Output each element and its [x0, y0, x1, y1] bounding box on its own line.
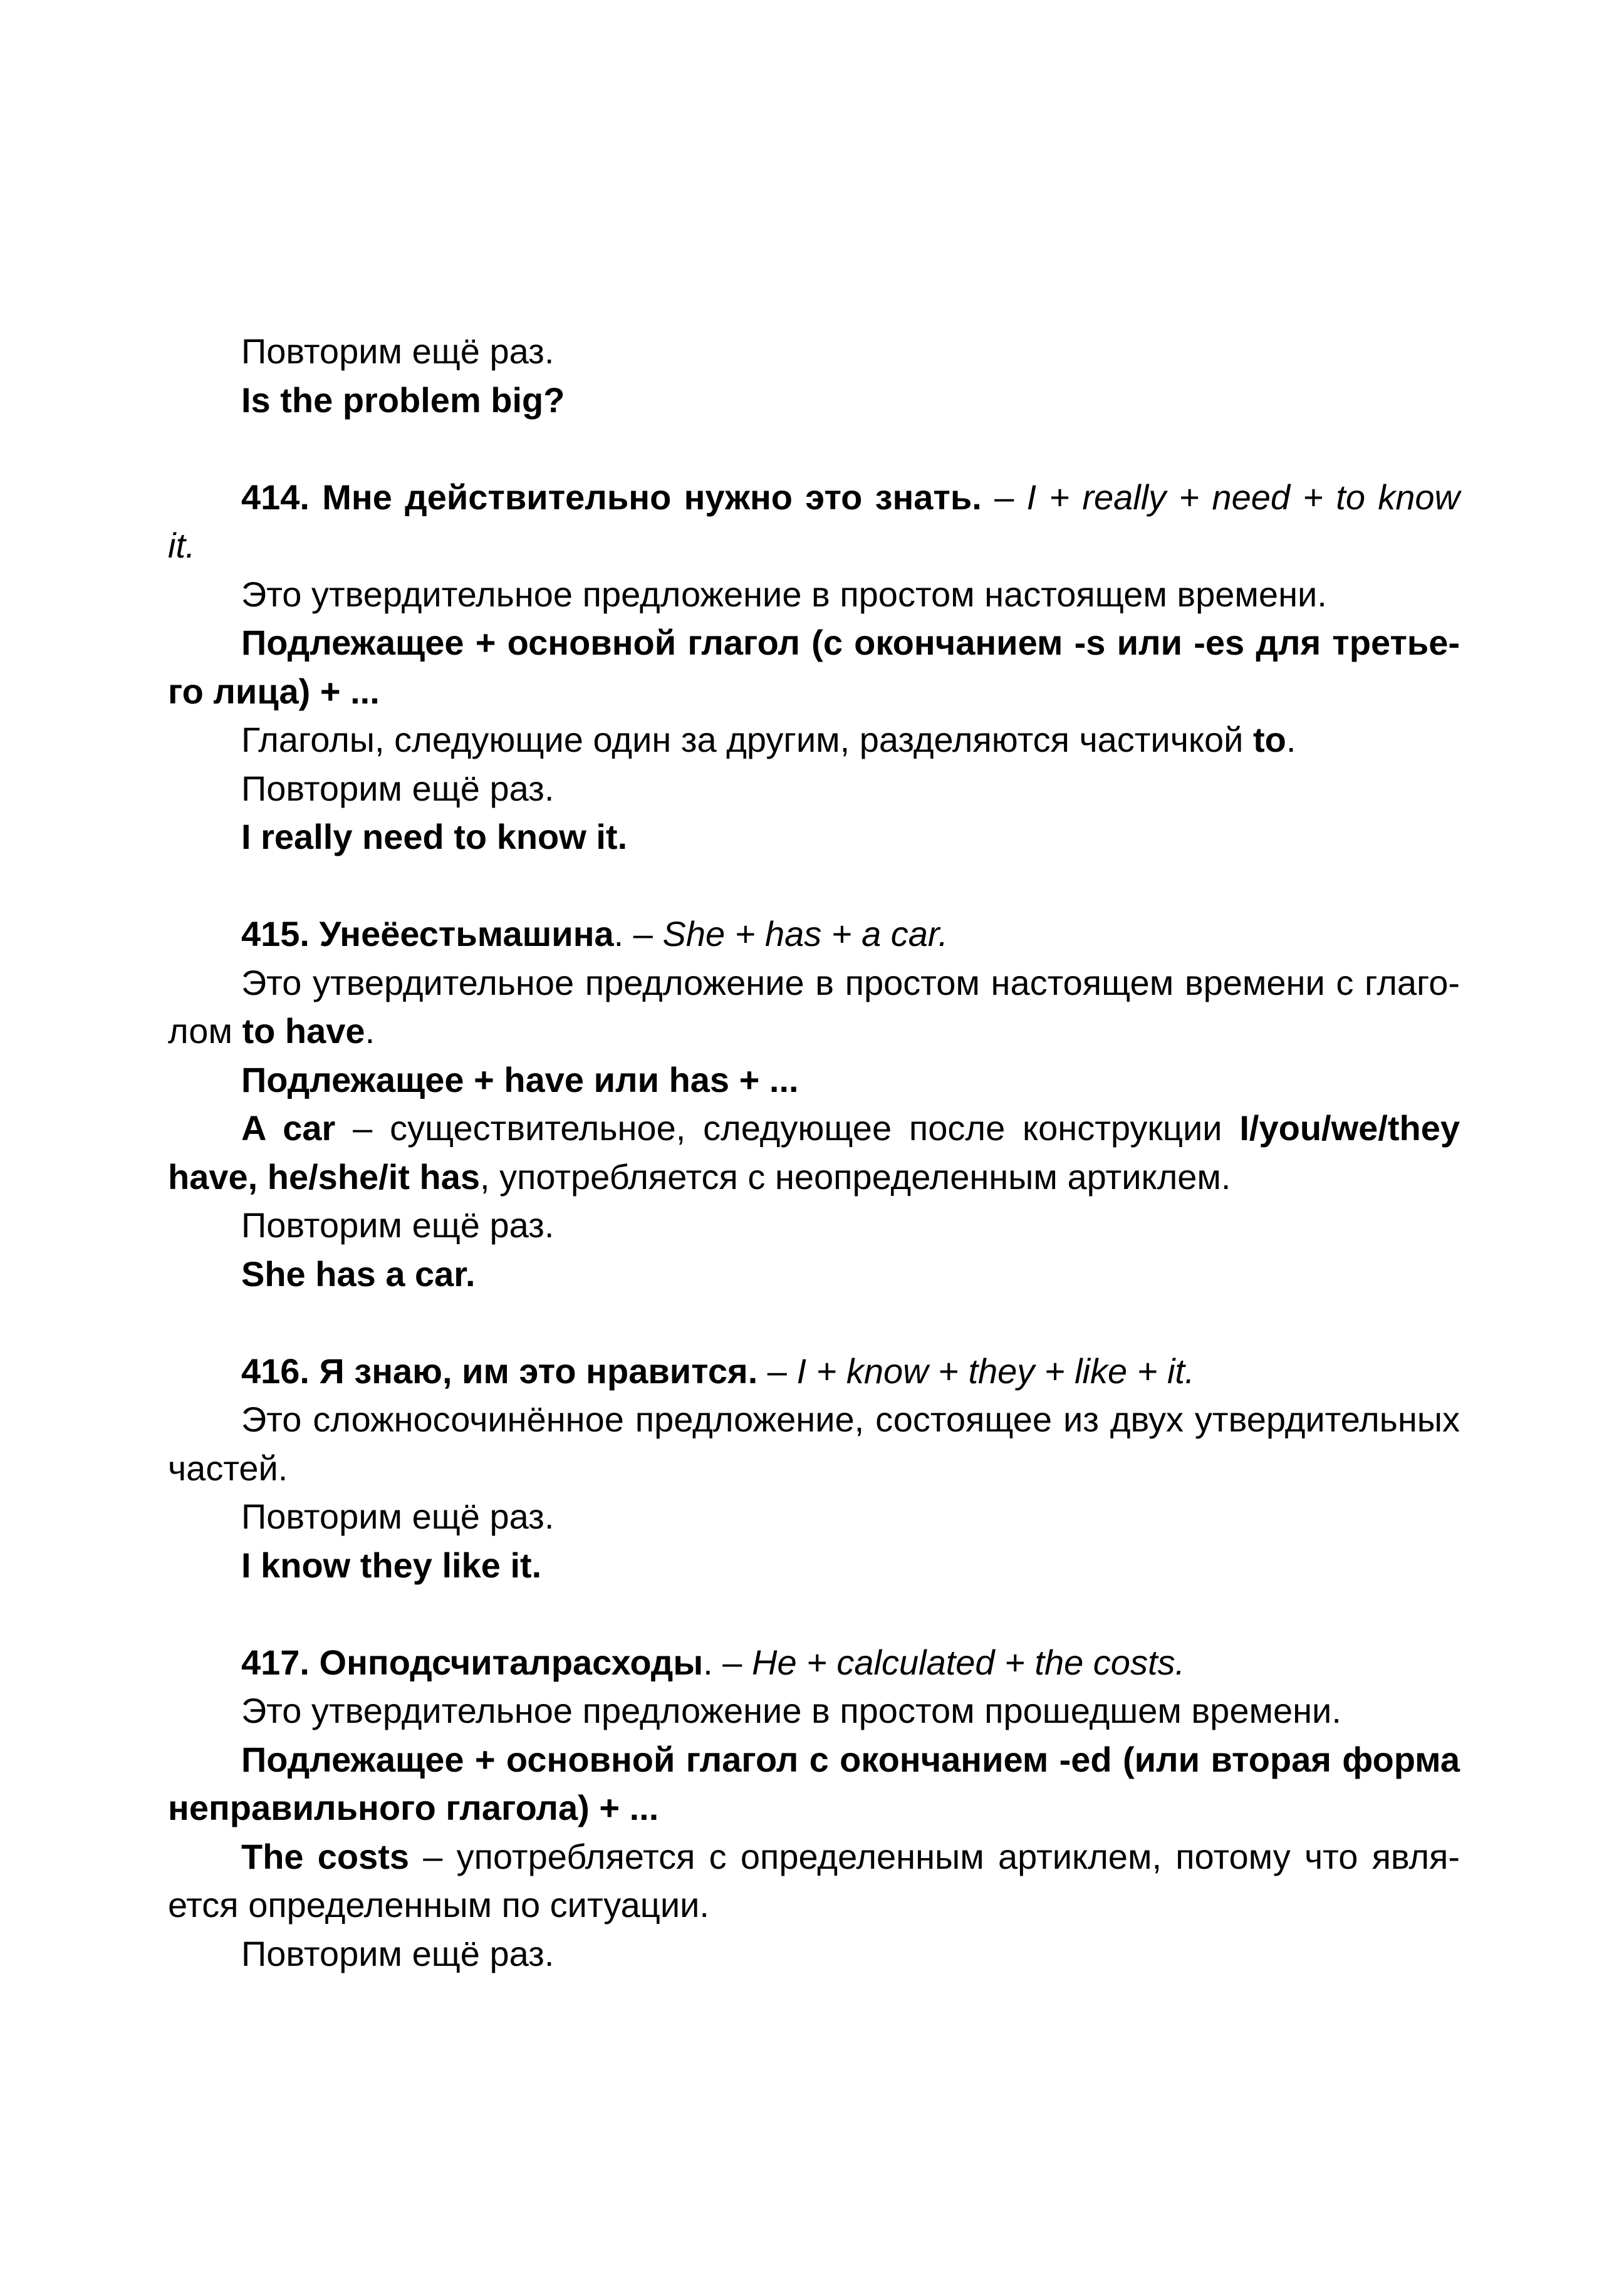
- italic-text: He + calculated + the costs.: [752, 1642, 1185, 1682]
- text-line: [168, 1832, 1460, 1881]
- paragraph-spacer: [168, 861, 1460, 910]
- text-line: [168, 570, 1460, 619]
- regular-text: Повторим ещё раз.: [241, 1205, 554, 1245]
- regular-text: ется определенным по ситуации.: [168, 1885, 709, 1925]
- text-line: [168, 521, 1460, 570]
- text-line: [168, 764, 1460, 813]
- bold-text: I really need to know it.: [241, 817, 628, 856]
- bold-text: го лица) + ...: [168, 671, 380, 711]
- text-line: [168, 667, 1460, 716]
- bold-text: Подлежащее + have или has + ...: [241, 1059, 799, 1099]
- text-line: [168, 1492, 1460, 1541]
- bold-text: A car: [241, 1108, 336, 1148]
- text-line: [168, 715, 1460, 764]
- bold-text: 414. Мне действительно нужно это знать.: [241, 477, 982, 517]
- text-line: [168, 473, 1460, 522]
- regular-text: . –: [613, 914, 663, 953]
- text-line: [168, 1784, 1460, 1832]
- bold-text: The costs: [241, 1836, 410, 1876]
- regular-text: , употребляется с неопределенным артиклем.: [479, 1156, 1231, 1197]
- bold-text: have, he/she/it has: [168, 1156, 480, 1197]
- italic-text: I + really + need + to know: [1026, 477, 1460, 517]
- bold-text: to: [1253, 720, 1286, 759]
- text-line: [168, 1007, 1460, 1056]
- text-line: [168, 1881, 1460, 1930]
- bold-text: 415. Унеёестьмашина: [241, 914, 614, 953]
- regular-text: Это утвердительное предложение в простом прошедшем времени.: [241, 1691, 1341, 1730]
- regular-text: лом: [168, 1011, 242, 1051]
- text-line: [168, 1250, 1460, 1299]
- text-line: [168, 1541, 1460, 1590]
- regular-text: частей.: [168, 1448, 288, 1488]
- regular-text: Глаголы, следующие один за другим, разделяются частичкой: [241, 720, 1254, 759]
- bold-text: Подлежащее + основной глагол с окончанием -ed (или вторая форма: [241, 1739, 1460, 1779]
- regular-text: .: [365, 1011, 375, 1051]
- text-line: [168, 376, 1460, 425]
- text-line: [168, 1347, 1460, 1396]
- text-line: [168, 1201, 1460, 1250]
- regular-text: – употребляется с определенным артиклем, потому что явля-: [409, 1836, 1460, 1876]
- bold-text: I/you/we/they: [1239, 1108, 1460, 1148]
- text-line: [168, 1930, 1460, 1978]
- paragraph-spacer: [168, 424, 1460, 473]
- regular-text: – существительное, следующее после конструкции: [335, 1108, 1240, 1148]
- bold-text: Is the problem big?: [241, 380, 565, 420]
- text-line: [168, 1153, 1460, 1202]
- bold-text: Подлежащее + основной глагол (с окончанием -s или -es для третье-: [241, 623, 1460, 662]
- italic-text: it.: [168, 526, 195, 565]
- paragraph-spacer: [168, 1589, 1460, 1638]
- bold-text: 416. Я знаю, им это нравится.: [241, 1351, 758, 1391]
- regular-text: Это утвердительное предложение в простом настоящем времени с глаго-: [241, 962, 1460, 1002]
- regular-text: Повторим ещё раз.: [241, 768, 554, 808]
- text-line: [168, 1638, 1460, 1687]
- text-line: [168, 1104, 1460, 1153]
- text-line: [168, 958, 1460, 1007]
- text-line: [168, 1395, 1460, 1444]
- text-line: [168, 1686, 1460, 1735]
- document-page: [168, 327, 1460, 1978]
- text-line: [168, 1056, 1460, 1104]
- regular-text: Повторим ещё раз.: [241, 331, 554, 371]
- bold-text: She has a car.: [241, 1254, 476, 1294]
- text-line: [168, 1735, 1460, 1784]
- regular-text: . –: [703, 1642, 752, 1682]
- paragraph-spacer: [168, 1298, 1460, 1347]
- regular-text: Это утвердительное предложение в простом настоящем времени.: [241, 574, 1327, 614]
- text-line: [168, 327, 1460, 376]
- regular-text: Это сложносочинённое предложение, состоящее из двух утвердительных: [241, 1400, 1460, 1439]
- bold-text: I know they like it.: [241, 1545, 542, 1585]
- text-line: [168, 910, 1460, 958]
- bold-text: 417. Онподсчиталрасходы: [241, 1642, 704, 1682]
- bold-text: to have: [242, 1011, 365, 1051]
- bold-text: неправильного глагола) + ...: [168, 1788, 659, 1827]
- italic-text: I + know + they + like + it.: [796, 1351, 1195, 1391]
- text-line: [168, 813, 1460, 861]
- text-line: [168, 1444, 1460, 1493]
- regular-text: –: [981, 477, 1027, 517]
- italic-text: She + has + a car.: [662, 914, 949, 953]
- regular-text: .: [1286, 720, 1296, 759]
- regular-text: Повторим ещё раз.: [241, 1933, 554, 1973]
- text-line: [168, 618, 1460, 667]
- regular-text: Повторим ещё раз.: [241, 1497, 554, 1536]
- regular-text: –: [757, 1351, 797, 1391]
